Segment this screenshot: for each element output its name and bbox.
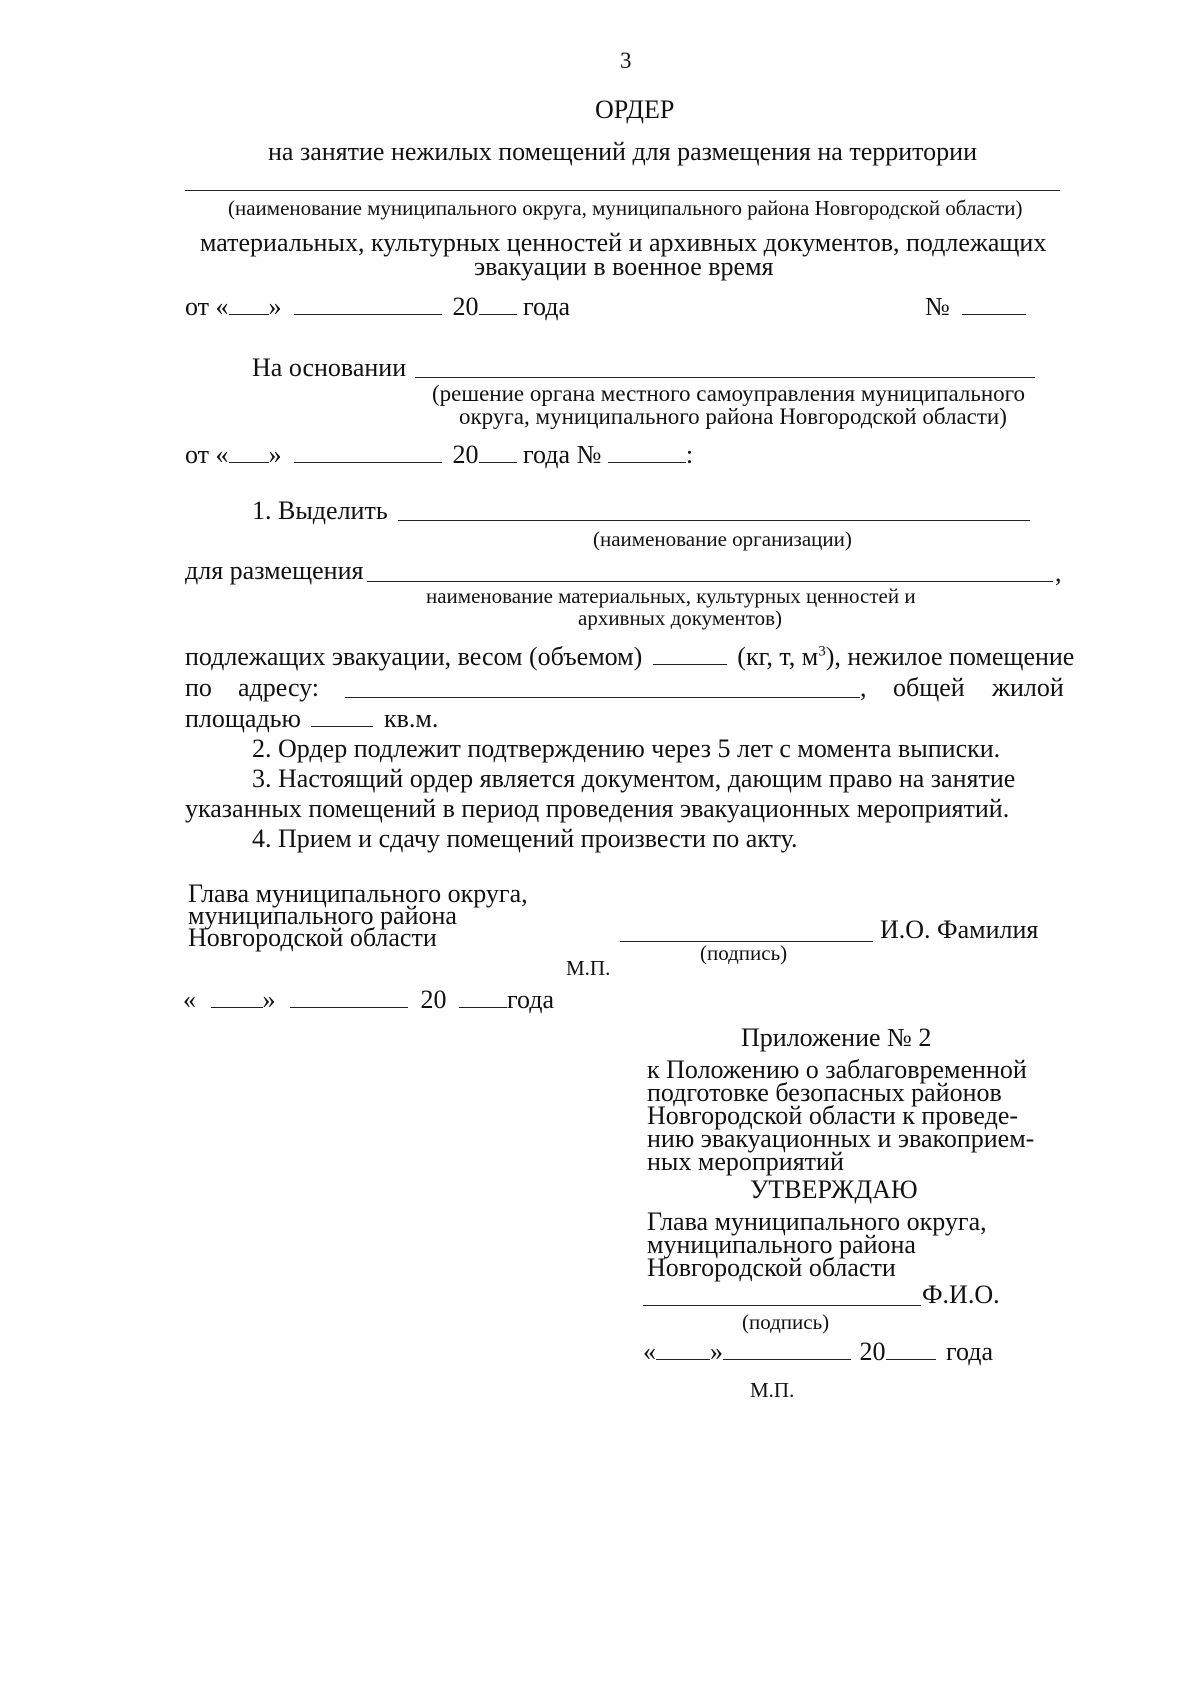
basis-month-field[interactable] — [294, 442, 442, 463]
date-prefix: от « — [185, 292, 229, 321]
placement-comma: , — [1055, 558, 1062, 587]
approver-position-line-2: муниципального района — [647, 1230, 916, 1259]
appendix-line-2: подготовке безопасных районов — [647, 1078, 1002, 1107]
appendix-line-3: Новгородской области к проведе- — [647, 1101, 1019, 1130]
weight-text: подлежащих эвакуации, весом (объемом) — [185, 642, 643, 671]
appr-month-field[interactable] — [723, 1339, 851, 1360]
address-total: общей — [893, 673, 965, 702]
approver-sign-caption: (подпись) — [742, 1310, 830, 1334]
basis-caption-line-1: (решение органа местного самоуправления муниципального — [432, 381, 1026, 406]
stamp-label: М.П. — [566, 956, 611, 980]
basis-day-field[interactable] — [229, 442, 269, 463]
signatory-position — [188, 879, 528, 952]
approver-position-line-1: Глава муниципального округа, — [647, 1207, 987, 1236]
weight-tail: ), нежилое помещение — [825, 642, 1075, 671]
signatory-position-line-1: Глава муниципального округа, — [188, 879, 528, 908]
signatory-name: И.О. Фамилия — [880, 915, 1039, 944]
appr-year-prefix: 20 — [859, 1337, 886, 1366]
appendix-line-1: к Положению о заблаговременной — [647, 1055, 1027, 1084]
weight-units: (кг, т, м — [737, 642, 819, 671]
placement-caption-line-1: наименование материальных, культурных ценностей и — [426, 584, 916, 608]
sig-day-field[interactable] — [211, 987, 263, 1008]
address-living: жилой — [992, 673, 1064, 702]
organization-caption: (наименование организации) — [593, 527, 852, 551]
cube-superscript: 3 — [818, 643, 826, 660]
appendix-title: Приложение № 2 — [741, 1023, 932, 1052]
month-field[interactable] — [294, 294, 442, 315]
approver-position-line-3: Новгородской области — [647, 1253, 896, 1282]
sig-year-field[interactable] — [459, 987, 507, 1008]
territory-fill-line[interactable] — [185, 190, 1060, 191]
appendix-line-5: ных мероприятий — [647, 1147, 844, 1176]
appendix-line-4: нию эвакуационных и эвакоприем- — [647, 1124, 1035, 1153]
organization-fill-line[interactable] — [398, 520, 1030, 521]
number-sign: № — [925, 292, 950, 321]
order-number-field[interactable] — [962, 294, 1026, 315]
subject-line-2: эвакуации в военное время — [474, 252, 774, 281]
basis-date-prefix: от « — [185, 440, 229, 469]
appr-day-field[interactable] — [656, 1339, 710, 1360]
basis-fill-line[interactable] — [415, 377, 1035, 378]
appr-year-field[interactable] — [886, 1339, 936, 1360]
sig-year-prefix: 20 — [420, 985, 447, 1014]
day-field[interactable] — [229, 294, 269, 315]
area-unit: кв.м. — [383, 704, 439, 733]
territory-caption: (наименование муниципального округа, муниципального района Новгородской области) — [228, 196, 1023, 220]
weight-line — [185, 642, 1074, 672]
document-subtitle: на занятие нежилых помещений для размещения на территории — [268, 137, 978, 166]
address-label: адресу: — [238, 673, 320, 702]
basis-label: На основании — [252, 353, 407, 382]
date-close-quote: » — [268, 292, 282, 321]
basis-year-prefix: 20 — [452, 440, 479, 469]
placement-fill-line[interactable] — [367, 581, 1053, 582]
approver-signature-line[interactable] — [643, 1305, 921, 1306]
sig-close-quote: » — [262, 985, 276, 1014]
subject-line-1: материальных, культурных ценностей и архивных документов, подлежащих — [200, 228, 1047, 257]
basis-year-field[interactable] — [479, 442, 517, 463]
address-comma: , — [860, 673, 867, 702]
placement-caption-line-2: архивных документов) — [578, 606, 783, 630]
approver-position — [647, 1207, 987, 1282]
item2: 2. Ордер подлежит подтверждению через 5 лет с момента выписки. — [252, 734, 1001, 763]
item3-line-2: указанных помещений в период проведения эвакуационных мероприятий. — [185, 794, 1010, 823]
area-label: площадью — [185, 704, 301, 733]
appr-close-quote: » — [710, 1337, 723, 1366]
basis-colon: : — [685, 440, 694, 469]
item4: 4. Прием и сдачу помещений произвести по акту. — [252, 824, 798, 853]
year-field[interactable] — [479, 294, 517, 315]
basis-close-quote: » — [268, 440, 282, 469]
approver-fio: Ф.И.О. — [922, 1280, 1000, 1309]
signatory-position-line-3: Новгородской области — [188, 923, 437, 952]
area-line — [185, 704, 438, 734]
area-field[interactable] — [311, 706, 373, 727]
document-title: ОРДЕР — [595, 95, 675, 124]
signatory-position-line-2: муниципального района — [188, 901, 457, 930]
appr-year-word: года — [946, 1337, 994, 1366]
basis-goda-no: года № — [523, 440, 602, 469]
year-word: года — [523, 292, 571, 321]
basis-number-field[interactable] — [608, 442, 686, 463]
sig-open-quote: « — [183, 985, 196, 1014]
address-fill-line[interactable] — [345, 697, 860, 698]
signature-date-line — [183, 985, 554, 1015]
placement-label: для размещения — [185, 556, 364, 585]
appendix-reference — [647, 1055, 1035, 1176]
page-number: 3 — [620, 48, 632, 73]
address-po: по — [185, 673, 212, 702]
basis-caption-line-2: округа, муниципального района Новгородской области) — [459, 404, 1007, 429]
item1-label: 1. Выделить — [252, 496, 388, 525]
approve-heading: УТВЕРЖДАЮ — [750, 1175, 918, 1204]
weight-field[interactable] — [653, 644, 727, 665]
signature-caption: (подпись) — [700, 941, 788, 965]
sig-year-word: года — [507, 985, 555, 1014]
item3-line-1: 3. Настоящий ордер является документом, дающим право на занятие — [252, 764, 1016, 793]
approval-stamp-label: М.П. — [750, 1378, 795, 1402]
order-number-block — [925, 292, 1026, 322]
approval-date-line — [643, 1337, 993, 1367]
order-date-line — [185, 292, 570, 322]
year-prefix: 20 — [452, 292, 479, 321]
sig-month-field[interactable] — [290, 987, 408, 1008]
appr-open-quote: « — [643, 1337, 656, 1366]
basis-date-line — [185, 440, 693, 470]
